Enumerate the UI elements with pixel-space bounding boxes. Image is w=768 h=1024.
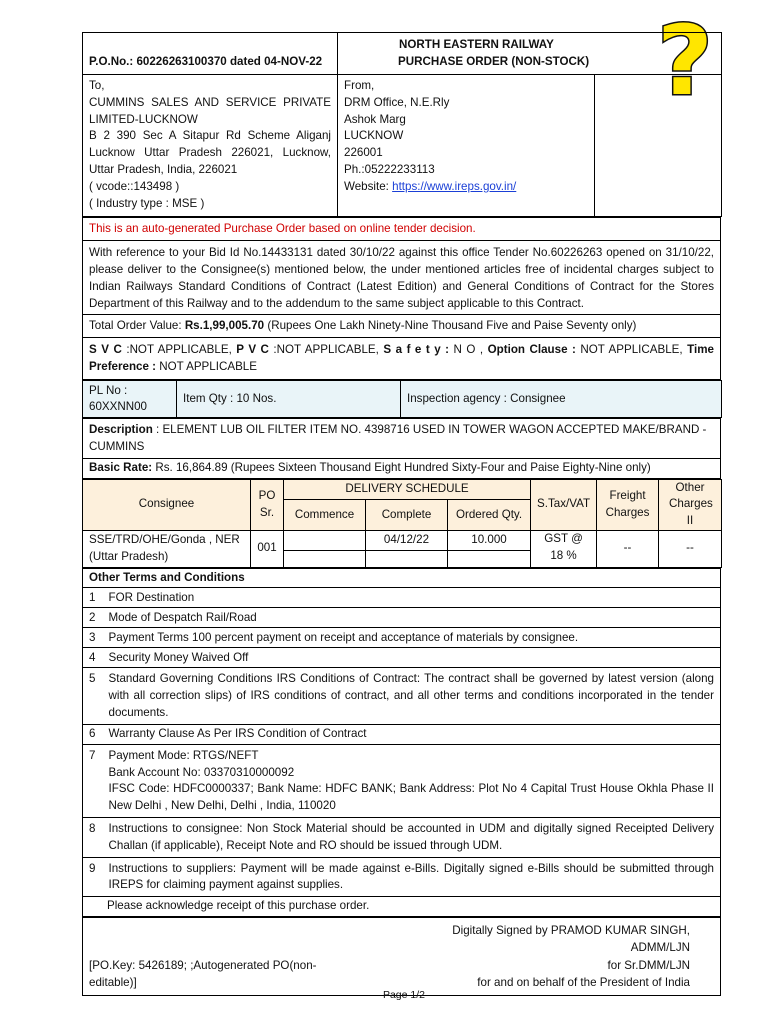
railway-name: NORTH EASTERN RAILWAY (399, 38, 554, 51)
to-address (83, 75, 338, 217)
row-consignee: SSE/TRD/OHE/Gonda , NER (Uttar Pradesh) (83, 531, 251, 568)
po-type: PURCHASE ORDER (NON-STOCK) (398, 55, 590, 69)
auto-generated-notice: This is an auto-generated Purchase Order based on online tender decision. (83, 218, 721, 241)
safety-label: S a f e t y : (383, 343, 450, 357)
time-value: NOT APPLICABLE (156, 359, 257, 373)
row-ordered-qty: 10.000 (448, 531, 531, 551)
term-text: Security Money Waived Off (103, 648, 721, 668)
terms-table (82, 568, 721, 917)
col-ordered-qty: Ordered Qty. (448, 500, 531, 531)
term-payment-details (103, 744, 721, 817)
supplier-industry: ( Industry type : MSE ) (89, 196, 205, 210)
bank-account: Bank Account No: 03370310000092 (108, 765, 295, 779)
col-complete: Complete (366, 500, 448, 531)
description-value: : ELEMENT LUB OIL FILTER ITEM NO. 4398716 USED IN TOWER WAGON ACCEPTED MAKE/BRAND - CUMMINS (89, 423, 707, 454)
bank-details: IFSC Code: HDFC0000337; Bank Name: HDFC BANK; Bank Address: Plot No 4 Capital Trust House Okhla Phase II New Delhi , New Delhi, Delhi , India, 110020 (108, 782, 714, 813)
term-number: 1 (83, 588, 103, 608)
po-title (338, 33, 722, 75)
row-tax: GST @ 18 % (531, 531, 597, 568)
col-delivery-schedule: DELIVERY SCHEDULE (284, 479, 531, 499)
pl-number: PL No : 60XXNN00 (83, 380, 177, 418)
col-freight: Freight Charges (597, 479, 659, 530)
from-office: DRM Office, N.E.Rly (344, 95, 450, 109)
body-table (82, 217, 721, 379)
signature-table (82, 917, 721, 996)
svc-label: S V C (89, 343, 122, 357)
total-value: Rs.1,99,005.70 (184, 319, 265, 333)
col-other-charges: Other Charges II (659, 479, 722, 530)
term-number: 3 (83, 628, 103, 648)
po-number: P.O.No.: 60226263100370 dated 04-NOV-22 (83, 33, 338, 75)
rate-value: Rs. 16,864.89 (Rupees Sixteen Thousand Eight Hundred Sixty-Four and Paise Eighty-Nine only) (152, 460, 651, 474)
empty-cell (595, 75, 722, 217)
signer-designation: ADMM/LJN (630, 941, 690, 955)
clauses-line (83, 338, 721, 380)
description-label: Description (89, 423, 153, 437)
signer-behalf: for and on behalf of the President of India (477, 976, 690, 990)
header-table (82, 32, 722, 217)
total-words: (Rupees One Lakh Ninety-Nine Thousand Five and Paise Seventy only) (264, 319, 637, 333)
po-key: [PO.Key: 5426189; ;Autogenerated PO(non-editable)] (83, 918, 353, 996)
item-description (83, 419, 721, 459)
terms-heading: Other Terms and Conditions (83, 568, 721, 588)
website-link[interactable]: https://www.ireps.gov.in/ (392, 179, 517, 193)
col-commence: Commence (284, 500, 366, 531)
row-complete: 04/12/22 (366, 531, 448, 551)
term-number: 8 (83, 818, 103, 858)
row-freight: -- (597, 531, 659, 568)
from-address (338, 75, 595, 217)
description-table (82, 418, 721, 478)
rate-label: Basic Rate: (89, 460, 153, 474)
payment-mode: Payment Mode: RTGS/NEFT (108, 748, 259, 762)
term-text: Mode of Despatch Rail/Road (103, 608, 721, 628)
term-text: Payment Terms 100 percent payment on receipt and acceptance of materials by consignee. (103, 628, 721, 648)
row-complete-2 (366, 551, 448, 567)
from-phone: Ph.:05222233113 (344, 162, 435, 176)
term-text: Standard Governing Conditions IRS Conditions of Contract: The contract shall be governed by latest version (along with all correction slips) of IRS conditions of contract, and all other terms and conditions incorporated in the tender documents. (103, 668, 721, 724)
col-po-sr: PO Sr. (251, 479, 284, 530)
term-text: Warranty Clause As Per IRS Condition of Contract (103, 724, 721, 744)
safety-value: N O , (449, 343, 488, 357)
purchase-order-document (82, 32, 721, 996)
term-text: Instructions to consignee: Non Stock Material should be accounted in UDM and digitally signed Receipted Delivery Challan (if applicable), Receipt Note and RO should be issued through UDM. (103, 818, 721, 858)
col-consignee: Consignee (83, 479, 251, 530)
term-text: Instructions to suppliers: Payment will be made against e-Bills. Digitally signed e-Bills should be submitted through IREPS for claiming payment against supplies. (103, 857, 721, 897)
from-website-line (344, 179, 588, 196)
row-ordered-2 (448, 551, 531, 567)
from-label: From, (344, 79, 375, 92)
item-quantity: Item Qty : 10 Nos. (177, 380, 401, 418)
term-number: 7 (83, 744, 103, 817)
row-po-sr: 001 (251, 531, 284, 568)
term-number: 4 (83, 648, 103, 668)
from-street: Ashok Marg (344, 112, 406, 126)
inspection-agency: Inspection agency : Consignee (401, 380, 722, 418)
page-number: Page 1/2 (382, 989, 426, 1001)
digital-signature (353, 918, 721, 996)
supplier-address: B 2 390 Sec A Sitapur Rd Scheme Aliganj Lucknow Uttar Pradesh 226021, Lucknow, Uttar Pradesh, India, 226021 (89, 129, 331, 176)
row-other-charges: -- (659, 531, 722, 568)
option-value: NOT APPLICABLE, (575, 343, 688, 357)
term-number: 2 (83, 608, 103, 628)
svg-text:?: ? (657, 14, 713, 109)
term-number: 9 (83, 857, 103, 897)
from-city: LUCKNOW (344, 129, 404, 143)
pvc-label: P V C (236, 343, 269, 357)
supplier-vcode: ( vcode::143498 ) (89, 179, 180, 193)
basic-rate (83, 458, 721, 478)
reference-text: With reference to your Bid Id No.14433131 dated 30/10/22 against this office Tender No.60226263 opened on 31/10/22, please deliver to the Consignee(s) mentioned below, the under mentioned articles free of incidental charges subject to Indian Railways Standard Conditions of Contract (Latest Edition) and General Conditions of Contract for the Stores Department of this Railway and to the addendum to the same subject applicable to this Contract. (83, 241, 721, 315)
total-label: Total Order Value: (89, 319, 185, 333)
website-label: Website: (344, 179, 393, 193)
total-order-value (83, 315, 721, 338)
signer-for: for Sr.DMM/LJN (607, 958, 690, 972)
supplier-name: CUMMINS SALES AND SERVICE PRIVATE LIMITED-LUCKNOW (89, 95, 331, 126)
to-label: To, (89, 79, 105, 92)
pvc-value: :NOT APPLICABLE, (268, 343, 384, 357)
delivery-schedule-table (82, 479, 722, 568)
signed-by: Digitally Signed by PRAMOD KUMAR SINGH, (452, 924, 690, 938)
row-commence (284, 531, 366, 551)
svc-value: :NOT APPLICABLE, (121, 343, 237, 357)
term-number: 6 (83, 724, 103, 744)
option-label: Option Clause : (487, 343, 576, 357)
acknowledge-line: Please acknowledge receipt of this purchase order. (83, 897, 721, 917)
term-text: FOR Destination (103, 588, 721, 608)
time-label: Time Preference : (89, 343, 714, 373)
term-number: 5 (83, 668, 103, 724)
from-pin: 226001 (344, 146, 383, 160)
row-commence-2 (284, 551, 366, 567)
item-table (82, 380, 722, 419)
col-tax: S.Tax/VAT (531, 479, 597, 530)
